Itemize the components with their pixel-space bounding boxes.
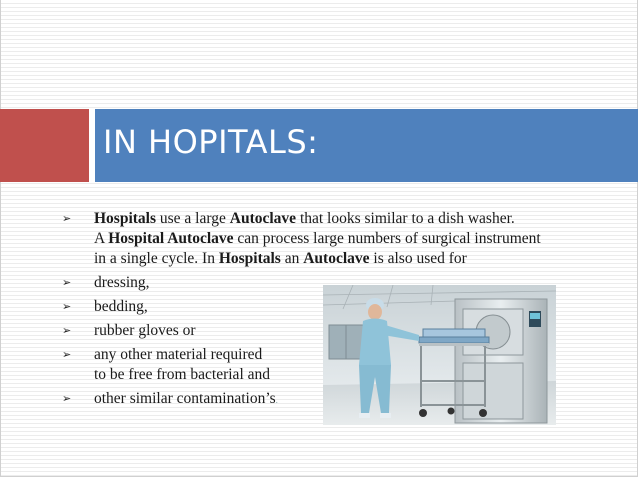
bullet-text: bedding, (94, 298, 148, 315)
keyword: Hospitals (94, 210, 157, 227)
bullet-hospitals (62, 209, 622, 269)
arrowhead-bullet-icon: ➢ (62, 212, 72, 225)
bullet-text: dressing, (94, 274, 150, 291)
title-accent-red (0, 109, 89, 182)
arrowhead-bullet-icon: ➢ (62, 276, 72, 289)
arrowhead-bullet-icon: ➢ (62, 348, 72, 361)
text-span: an (280, 250, 304, 267)
arrowhead-bullet-icon: ➢ (62, 324, 72, 337)
keyword: Hospital Autoclave (108, 230, 234, 247)
text-span: can process large numbers of surgical instrument (233, 230, 541, 247)
trailing-period: . (275, 395, 278, 405)
title-bar (0, 109, 638, 182)
bullet-text: other similar contamination’s (94, 390, 276, 407)
keyword: Autoclave (229, 210, 297, 227)
text-span: A (94, 230, 109, 247)
text-span: in a single cycle. In (94, 250, 219, 267)
bullet-text: rubber gloves or (94, 322, 196, 339)
arrowhead-bullet-icon: ➢ (62, 300, 72, 313)
text-span: use a large (156, 210, 230, 227)
text-span: is also used for (369, 250, 467, 267)
text-span: that looks similar to a dish washer. (296, 210, 515, 227)
arrowhead-bullet-icon: ➢ (62, 392, 72, 405)
nurse-autoclave-photo (323, 285, 556, 425)
keyword: Hospitals (218, 250, 281, 267)
slide-title: IN HOPITALS: (103, 123, 319, 161)
bullet-text: any other material required (94, 346, 263, 363)
bullet-text: to be free from bacterial and (94, 366, 271, 383)
keyword: Autoclave (303, 250, 370, 267)
